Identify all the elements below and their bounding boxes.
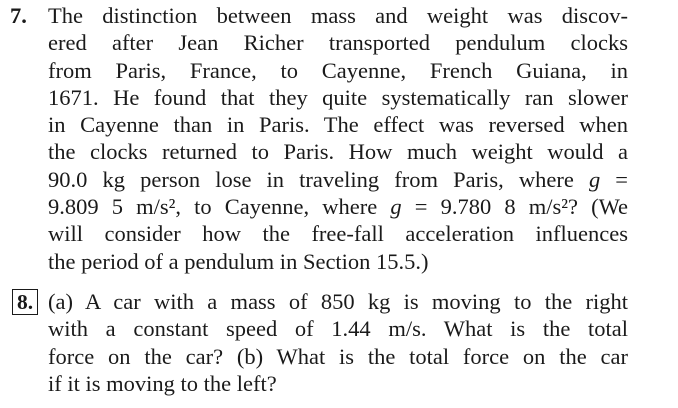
problem-number: 7.: [10, 3, 27, 28]
text-line: 1671. He found that they quite systematically ran slower: [48, 84, 628, 110]
text-line: the clocks returned to Paris. How much weight would a: [48, 139, 628, 165]
text-line: force on the car? (b) What is the total force on the car: [48, 343, 628, 369]
text-line: 90.0 kg person lose in traveling from Paris, where g =: [48, 166, 628, 192]
text-line: (a) A car with a mass of 850 kg is moving to the right: [48, 289, 628, 314]
text-line: in Cayenne than in Paris. The effect was reversed when: [48, 112, 628, 138]
problem-8: [10, 288, 628, 397]
problem-number-boxed: 8.: [12, 289, 38, 315]
problem-text: [48, 288, 628, 397]
text-line: if it is moving to the left?: [48, 370, 277, 396]
text-line: ered after Jean Richer transported pendulum clocks: [48, 30, 628, 56]
text-line: will consider how the free-fall acceleration influences: [48, 221, 628, 247]
text-line: The distinction between mass and weight was discov-: [48, 3, 628, 28]
problem-7: [10, 2, 628, 275]
text-line: with a constant speed of 1.44 m/s. What is the total: [48, 316, 628, 342]
text-line: the period of a pendulum in Section 15.5.): [48, 248, 429, 274]
problem-text: [48, 2, 628, 275]
text-line: 9.809 5 m/s², to Cayenne, where g = 9.780 8 m/s²? (We: [48, 194, 628, 220]
text-line: from Paris, France, to Cayenne, French Guiana, in: [48, 57, 628, 83]
